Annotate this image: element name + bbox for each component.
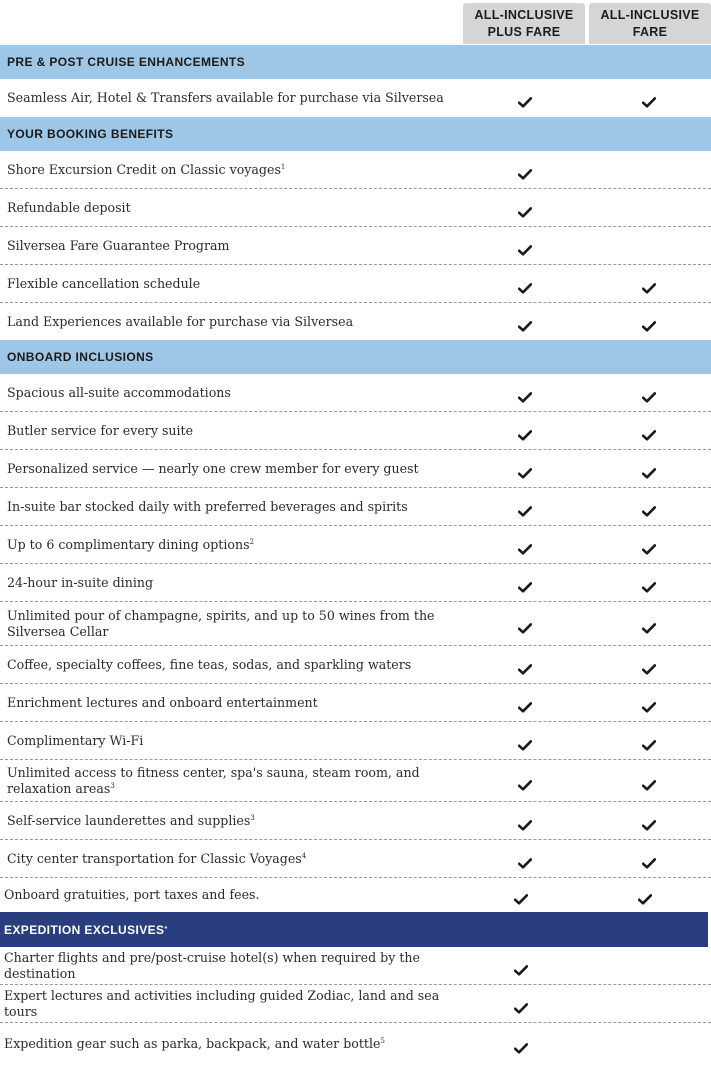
footnote-marker: 1 bbox=[280, 162, 286, 171]
row-label-text: Complimentary Wi-Fi bbox=[7, 732, 144, 748]
check-icon bbox=[518, 540, 532, 551]
row-label-text: Land Experiences available for purchase via Silversea bbox=[7, 313, 354, 329]
row-label bbox=[7, 760, 447, 801]
check-icon bbox=[518, 241, 532, 252]
footnote-marker: 4 bbox=[301, 851, 307, 860]
row-label bbox=[7, 802, 447, 839]
row-label bbox=[7, 303, 447, 340]
check-icon bbox=[642, 854, 656, 865]
check-icon bbox=[518, 502, 532, 513]
check-icon bbox=[518, 93, 532, 104]
row-label bbox=[7, 488, 447, 525]
check-icon bbox=[642, 464, 656, 475]
check-icon bbox=[514, 1039, 528, 1050]
check-icon bbox=[518, 203, 532, 214]
footnote-marker: 3 bbox=[250, 813, 255, 822]
row-label bbox=[7, 684, 447, 721]
row-label bbox=[7, 526, 447, 563]
row-label-text: 24-hour in-suite dining bbox=[7, 574, 154, 590]
row-label-text: Onboard gratuities, port taxes and fees. bbox=[4, 887, 260, 902]
row-label-text: Unlimited pour of champagne, spirits, and up to 50 wines from the Silversea Cellar bbox=[7, 607, 435, 639]
check-icon bbox=[642, 736, 656, 747]
table-row bbox=[0, 878, 711, 912]
check-icon bbox=[642, 776, 656, 787]
check-icon bbox=[518, 660, 532, 671]
check-icon bbox=[518, 426, 532, 437]
table-row bbox=[0, 1023, 711, 1065]
check-icon bbox=[642, 698, 656, 709]
table-row bbox=[0, 227, 711, 265]
footnote-marker: 3 bbox=[110, 781, 115, 790]
row-label-text: Expedition gear such as parka, backpack, and water bottle bbox=[4, 1036, 381, 1051]
table-row bbox=[0, 412, 711, 450]
table-row bbox=[0, 450, 711, 488]
check-icon bbox=[518, 464, 532, 475]
check-icon bbox=[642, 279, 656, 290]
column-header-plus-fare bbox=[463, 3, 585, 44]
section-header bbox=[0, 117, 711, 151]
table-row bbox=[0, 526, 711, 564]
row-label-text: Enrichment lectures and onboard entertainment bbox=[7, 694, 318, 710]
row-label bbox=[7, 450, 447, 487]
row-label bbox=[7, 79, 447, 117]
footnote-marker: 5 bbox=[380, 1037, 385, 1045]
table-row bbox=[0, 265, 711, 303]
row-label bbox=[7, 189, 447, 226]
section-title: EXPEDITION EXCLUSIVES bbox=[4, 922, 165, 937]
row-label-text: Flexible cancellation schedule bbox=[7, 275, 201, 291]
check-icon bbox=[642, 426, 656, 437]
table-row bbox=[0, 947, 711, 985]
row-label bbox=[7, 564, 447, 601]
row-label-text: In-suite bar stocked daily with preferred beverages and spirits bbox=[7, 498, 408, 514]
check-icon bbox=[518, 578, 532, 589]
section-title: PRE & POST CRUISE ENHANCEMENTS bbox=[7, 55, 246, 69]
check-icon bbox=[642, 317, 656, 328]
row-label bbox=[4, 947, 444, 984]
table-row bbox=[0, 646, 711, 684]
row-label-text: Expert lectures and activities including guided Zodiac, land and sea tours bbox=[4, 987, 440, 1019]
row-label bbox=[7, 722, 447, 759]
column-header-line: FARE bbox=[632, 24, 668, 39]
row-label bbox=[7, 602, 447, 645]
row-label bbox=[7, 227, 447, 264]
check-icon bbox=[642, 93, 656, 104]
check-icon bbox=[514, 999, 528, 1010]
table-row bbox=[0, 189, 711, 227]
row-label bbox=[7, 374, 447, 411]
column-header-fare bbox=[589, 3, 711, 44]
table-row bbox=[0, 151, 711, 189]
table-row bbox=[0, 684, 711, 722]
check-icon bbox=[642, 660, 656, 671]
row-label bbox=[7, 265, 447, 302]
check-icon bbox=[518, 388, 532, 399]
check-icon bbox=[642, 540, 656, 551]
table-row bbox=[0, 722, 711, 760]
row-label-text: Shore Excursion Credit on Classic voyages bbox=[7, 161, 281, 177]
check-icon bbox=[642, 619, 656, 630]
table-row bbox=[0, 602, 711, 646]
row-label-text: Spacious all-suite accommodations bbox=[7, 384, 231, 400]
check-icon bbox=[638, 890, 652, 901]
row-label-text: Coffee, specialty coffees, fine teas, sodas, and sparkling waters bbox=[7, 656, 412, 672]
table-row bbox=[0, 985, 711, 1023]
check-icon bbox=[642, 388, 656, 399]
check-icon bbox=[642, 578, 656, 589]
check-icon bbox=[518, 698, 532, 709]
check-icon bbox=[514, 890, 528, 901]
check-icon bbox=[518, 317, 532, 328]
check-icon bbox=[518, 776, 532, 787]
table-row bbox=[0, 564, 711, 602]
table-row bbox=[0, 840, 711, 878]
section-title: ONBOARD INCLUSIONS bbox=[7, 350, 154, 364]
row-label-text: Refundable deposit bbox=[7, 199, 131, 215]
table-row bbox=[0, 802, 711, 840]
section-header bbox=[0, 45, 711, 79]
row-label-text: Unlimited access to fitness center, spa's sauna, steam room, and relaxation areas bbox=[7, 764, 420, 796]
table-row bbox=[0, 79, 711, 117]
footnote-marker: 2 bbox=[249, 537, 255, 546]
table-row bbox=[0, 303, 711, 340]
row-label bbox=[7, 151, 447, 188]
check-icon bbox=[514, 961, 528, 972]
check-icon bbox=[518, 619, 532, 630]
section-header bbox=[0, 340, 711, 374]
table-row bbox=[0, 374, 711, 412]
column-header-line: ALL-INCLUSIVE bbox=[474, 7, 574, 22]
table-row bbox=[0, 488, 711, 526]
column-header-line: PLUS FARE bbox=[487, 24, 561, 39]
table-row bbox=[0, 760, 711, 802]
row-label bbox=[4, 1023, 444, 1065]
check-icon bbox=[518, 816, 532, 827]
row-label-text: Butler service for every suite bbox=[7, 422, 194, 438]
row-label-text: Up to 6 complimentary dining options bbox=[7, 536, 250, 552]
check-icon bbox=[642, 816, 656, 827]
column-header-line: ALL-INCLUSIVE bbox=[600, 7, 700, 22]
row-label bbox=[4, 985, 444, 1022]
row-label-text: Self-service launderettes and supplies bbox=[7, 812, 251, 828]
section-header: EXPEDITION EXCLUSIVES * bbox=[0, 912, 708, 947]
row-label-text: Personalized service — nearly one crew member for every guest bbox=[7, 460, 419, 476]
row-label-text: City center transportation for Classic Voyages bbox=[7, 850, 302, 866]
row-label bbox=[7, 412, 447, 449]
row-label bbox=[4, 878, 444, 912]
row-label-text: Charter flights and pre/post-cruise hotel(s) when required by the destination bbox=[4, 949, 420, 981]
row-label-text: Silversea Fare Guarantee Program bbox=[7, 237, 230, 253]
check-icon bbox=[518, 736, 532, 747]
section-title: YOUR BOOKING BENEFITS bbox=[7, 127, 174, 141]
check-icon bbox=[518, 854, 532, 865]
check-icon bbox=[642, 502, 656, 513]
row-label-text: Seamless Air, Hotel & Transfers available for purchase via Silversea bbox=[7, 90, 444, 105]
check-icon bbox=[518, 165, 532, 176]
check-icon bbox=[518, 279, 532, 290]
row-label bbox=[7, 840, 447, 877]
row-label bbox=[7, 646, 447, 683]
